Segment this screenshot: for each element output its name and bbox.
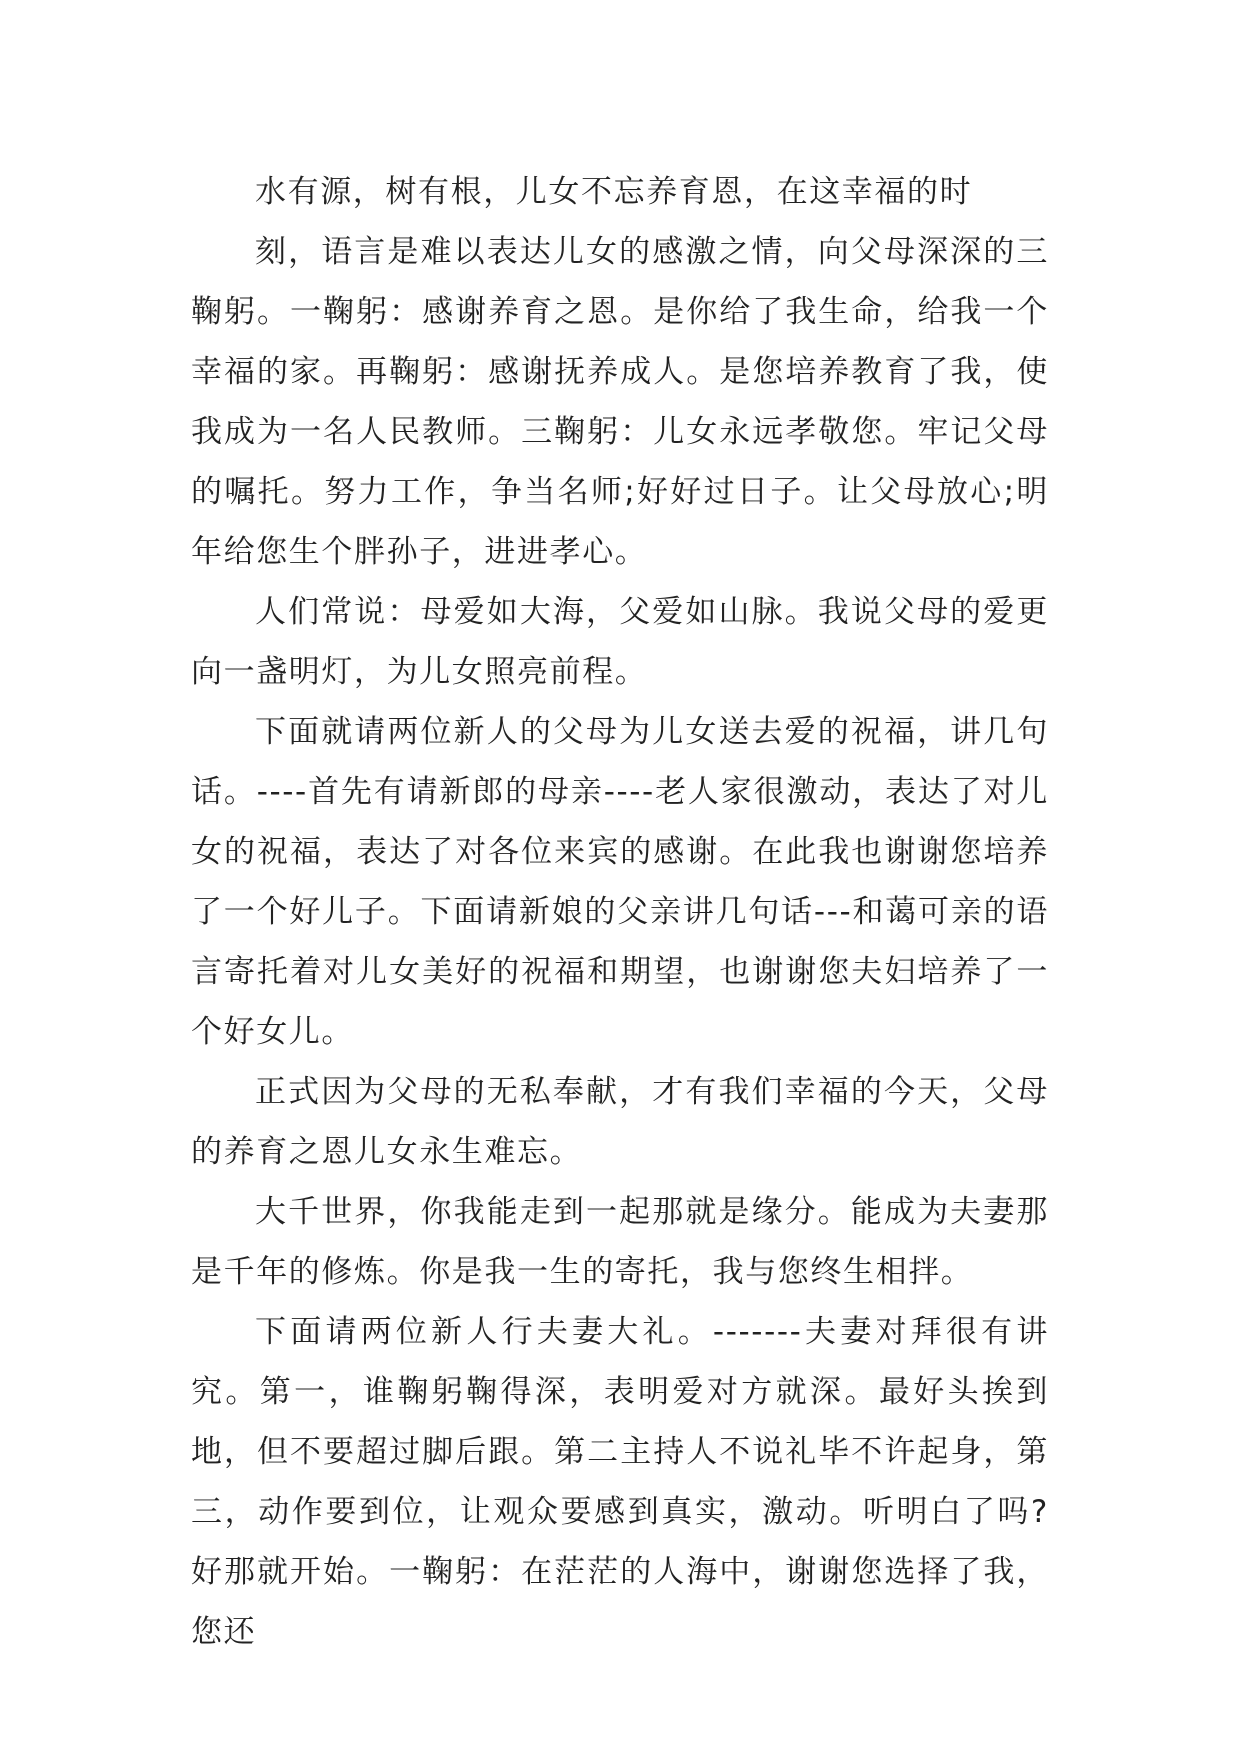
paragraph-2: 刻，语言是难以表达儿女的感激之情，向父母深深的三鞠躬。一鞠躬：感谢养育之恩。是你给了我生命，给我一个幸福的家。再鞠躬：感谢抚养成人。是您培养教育了我，使我成为一名人民教师。三鞠躬：儿女永远孝敬您。牢记父母的嘱托。努力工作，争当名师;好好过日子。让父母放心;明年给您生个胖孙子，进进孝心。	[191, 234, 1049, 570]
paragraph-4: 下面就请两位新人的父母为儿女送去爱的祝福，讲几句话。----首先有请新郎的母亲----老人家很激动，表达了对儿女的祝福，表达了对各位来宾的感谢。在此我也谢谢您培养了一个好儿子。下面请新娘的父亲讲几句话---和蔼可亲的语言寄托着对儿女美好的祝福和期望，也谢谢您夫妇培养了一个好女儿。	[191, 714, 1049, 1050]
paragraph-7: 下面请两位新人行夫妻大礼。-------夫妻对拜很有讲究。第一，谁鞠躬鞠得深，表明爱对方就深。最好头挨到地，但不要超过脚后跟。第二主持人不说礼毕不许起身，第三，动作要到位，让观众要感到真实，激动。听明白了吗?好那就开始。一鞠躬：在茫茫的人海中，谢谢您选择了我，您还	[191, 1314, 1049, 1650]
paragraph-6: 大千世界，你我能走到一起那就是缘分。能成为夫妻那是千年的修炼。你是我一生的寄托，我与您终生相拌。	[191, 1194, 1049, 1290]
document-body	[191, 162, 1049, 1662]
paragraph-1: 水有源，树有根，儿女不忘养育恩，在这幸福的时	[255, 174, 973, 210]
paragraph-5: 正式因为父母的无私奉献，才有我们幸福的今天，父母的养育之恩儿女永生难忘。	[191, 1074, 1049, 1170]
paragraph-3: 人们常说：母爱如大海，父爱如山脉。我说父母的爱更向一盏明灯，为儿女照亮前程。	[191, 594, 1049, 690]
